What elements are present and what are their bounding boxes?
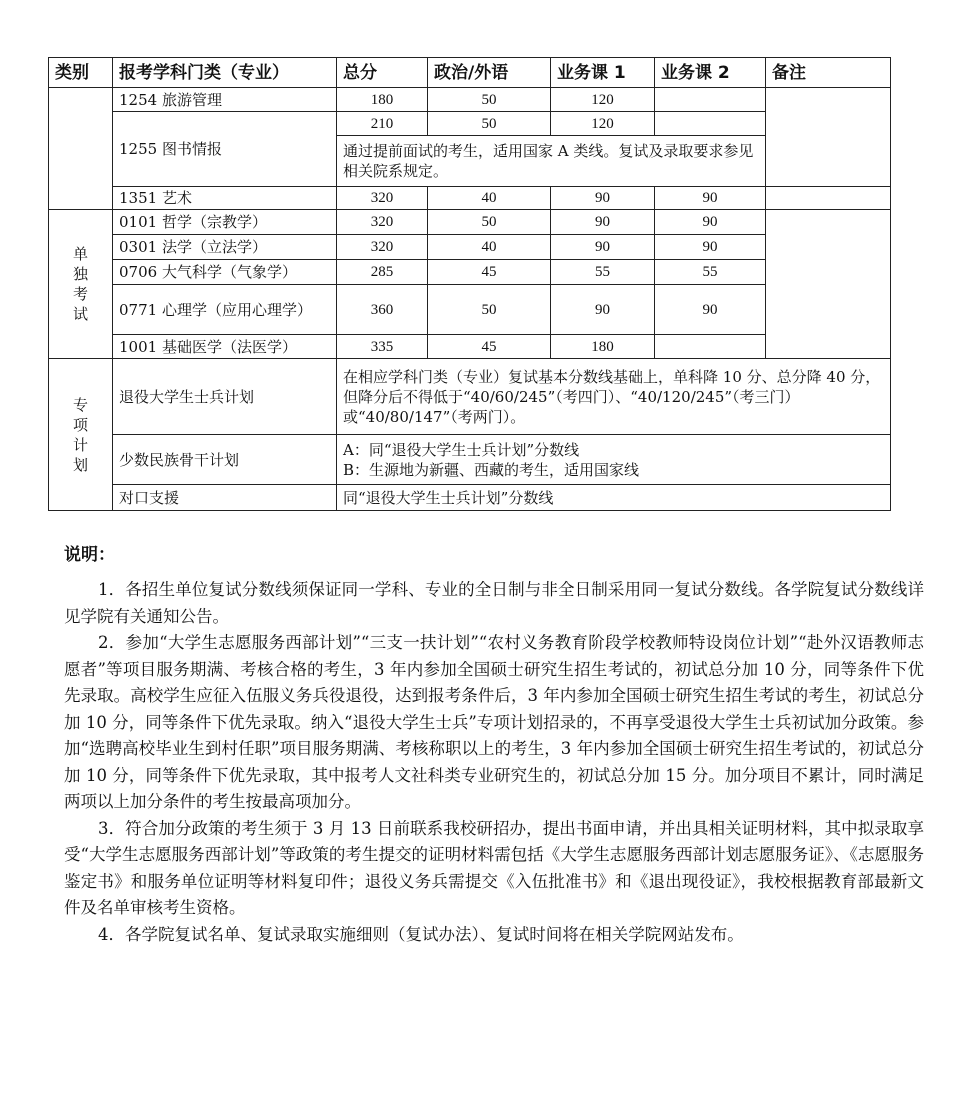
special-plan-desc: A：同“退役大学生士兵计划”分数线 B：生源地为新疆、西藏的考生，适用国家线 — [337, 435, 891, 485]
politics-score: 45 — [428, 260, 551, 285]
total-score: 285 — [337, 260, 428, 285]
total-score: 335 — [337, 335, 428, 359]
note-paragraph: 3．符合加分政策的考生须于 3 月 13 日前联系我校研招办，提出书面申请，并出具相关证明材料，其中拟录取享受“大学生志愿服务西部计划”等政策的考生提交的证明材料需包括《大学生志愿服务西部计划志愿服务证》、《志愿服务鉴定书》和服务单位证明等材料复印件；退役义务兵需提交《入伍批准书》和《退出现役证》，我校根据教育部最新文件及名单审核考生资格。 — [64, 818, 924, 917]
header-category: 类别 — [49, 58, 113, 88]
politics-score: 45 — [428, 335, 551, 359]
special-plan-name: 对口支援 — [113, 485, 337, 511]
subject-name: 0771 心理学（应用心理学） — [113, 285, 337, 335]
course2-score: 90 — [655, 210, 766, 235]
subject-note: 通过提前面试的考生，适用国家 A 类线。复试及录取要求参见相关院系规定。 — [337, 136, 766, 187]
subject-name: 1255 图书情报 — [113, 112, 337, 187]
course2-score: 90 — [655, 235, 766, 260]
subject-name: 1351 艺术 — [113, 187, 337, 210]
note-paragraph: 4．各学院复试名单、复试录取实施细则（复试办法）、复试时间将在相关学院网站发布。 — [98, 924, 744, 944]
table-row — [49, 187, 891, 210]
subject-name: 1001 基础医学（法医学） — [113, 335, 337, 359]
notes-title: 说明： — [64, 545, 115, 565]
header-subject: 报考学科门类（专业） — [113, 58, 337, 88]
total-score: 210 — [337, 112, 428, 136]
remarks-cell — [766, 88, 891, 187]
score-table — [48, 57, 891, 511]
category-special-plan: 专 项 计 划 — [49, 359, 113, 511]
table-row — [49, 485, 891, 511]
table-row — [49, 335, 891, 359]
course2-score: 90 — [655, 187, 766, 210]
table-row — [49, 260, 891, 285]
subject-name: 1254 旅游管理 — [113, 88, 337, 112]
header-course2: 业务课 2 — [655, 58, 766, 88]
course2-score — [655, 112, 766, 136]
table-row — [49, 359, 891, 435]
remarks-cell — [766, 210, 891, 359]
header-politics-language: 政治/外语 — [428, 58, 551, 88]
table-row — [49, 285, 891, 335]
politics-score: 50 — [428, 88, 551, 112]
subject-name: 0706 大气科学（气象学） — [113, 260, 337, 285]
note-paragraph: 1．各招生单位复试分数线须保证同一学科、专业的全日制与非全日制采用同一复试分数线。各学院复试分数线详见学院有关通知公告。 — [64, 580, 924, 626]
remarks-cell — [766, 187, 891, 210]
special-plan-desc: 在相应学科门类（专业）复试基本分数线基础上，单科降 10 分、总分降 40 分，但降分后不得低于“40/60/245”（考四门）、“40/120/245”（考三门）或“40/80/147”（考两门）。 — [337, 359, 891, 435]
course1-score: 90 — [551, 235, 655, 260]
politics-score: 50 — [428, 112, 551, 136]
table-row — [49, 435, 891, 485]
course2-score — [655, 88, 766, 112]
table-row — [49, 88, 891, 112]
course1-score: 55 — [551, 260, 655, 285]
special-plan-name: 退役大学生士兵计划 — [113, 359, 337, 435]
category-empty — [49, 88, 113, 210]
total-score: 320 — [337, 187, 428, 210]
header-course1: 业务课 1 — [551, 58, 655, 88]
course1-score: 120 — [551, 88, 655, 112]
table-header-row — [49, 58, 891, 88]
special-plan-desc: 同“退役大学生士兵计划”分数线 — [337, 485, 891, 511]
total-score: 180 — [337, 88, 428, 112]
notes-section — [64, 540, 924, 948]
note-paragraph: 2．参加“大学生志愿服务西部计划”“三支一扶计划”“农村义务教育阶段学校教师特设岗位计划”“赴外汉语教师志愿者”等项目服务期满、考核合格的考生，3 年内参加全国硕士研究生招生考试的，初试总分加 10 分，同等条件下优先录取。高校学生应征入伍服义务兵役退役，达到报考条件后，3 年内参加全国硕士研究生招生考试的考生，初试总分加 10 分，同等条件下优先录取。纳入“退役大学生士兵”专项计划招录的，不再享受退役大学生士兵初试加分政策。参加“选聘高校毕业生到村任职”项目服务期满、考核称职以上的考生，3 年内参加全国硕士研究生招生考试的，初试总分加 10 分，同等条件下优先录取，其中报考人文社科类专业研究生的，初试总分加 15 分。加分项目不累计，同时满足两项以上加分条件的考生按最高项加分。 — [64, 633, 924, 811]
politics-score: 50 — [428, 285, 551, 335]
table-row — [49, 210, 891, 235]
course2-score: 55 — [655, 260, 766, 285]
course1-score: 90 — [551, 187, 655, 210]
course1-score: 90 — [551, 210, 655, 235]
total-score: 320 — [337, 235, 428, 260]
subject-name: 0301 法学（立法学） — [113, 235, 337, 260]
total-score: 320 — [337, 210, 428, 235]
table-row — [49, 112, 891, 136]
course2-score: 90 — [655, 285, 766, 335]
course1-score: 120 — [551, 112, 655, 136]
course1-score: 180 — [551, 335, 655, 359]
header-total: 总分 — [337, 58, 428, 88]
category-single-exam: 单 独 考 试 — [49, 210, 113, 359]
politics-score: 40 — [428, 235, 551, 260]
politics-score: 50 — [428, 210, 551, 235]
special-plan-name: 少数民族骨干计划 — [113, 435, 337, 485]
table-row — [49, 235, 891, 260]
total-score: 360 — [337, 285, 428, 335]
politics-score: 40 — [428, 187, 551, 210]
subject-name: 0101 哲学（宗教学） — [113, 210, 337, 235]
header-remarks: 备注 — [766, 58, 891, 88]
course1-score: 90 — [551, 285, 655, 335]
course2-score — [655, 335, 766, 359]
